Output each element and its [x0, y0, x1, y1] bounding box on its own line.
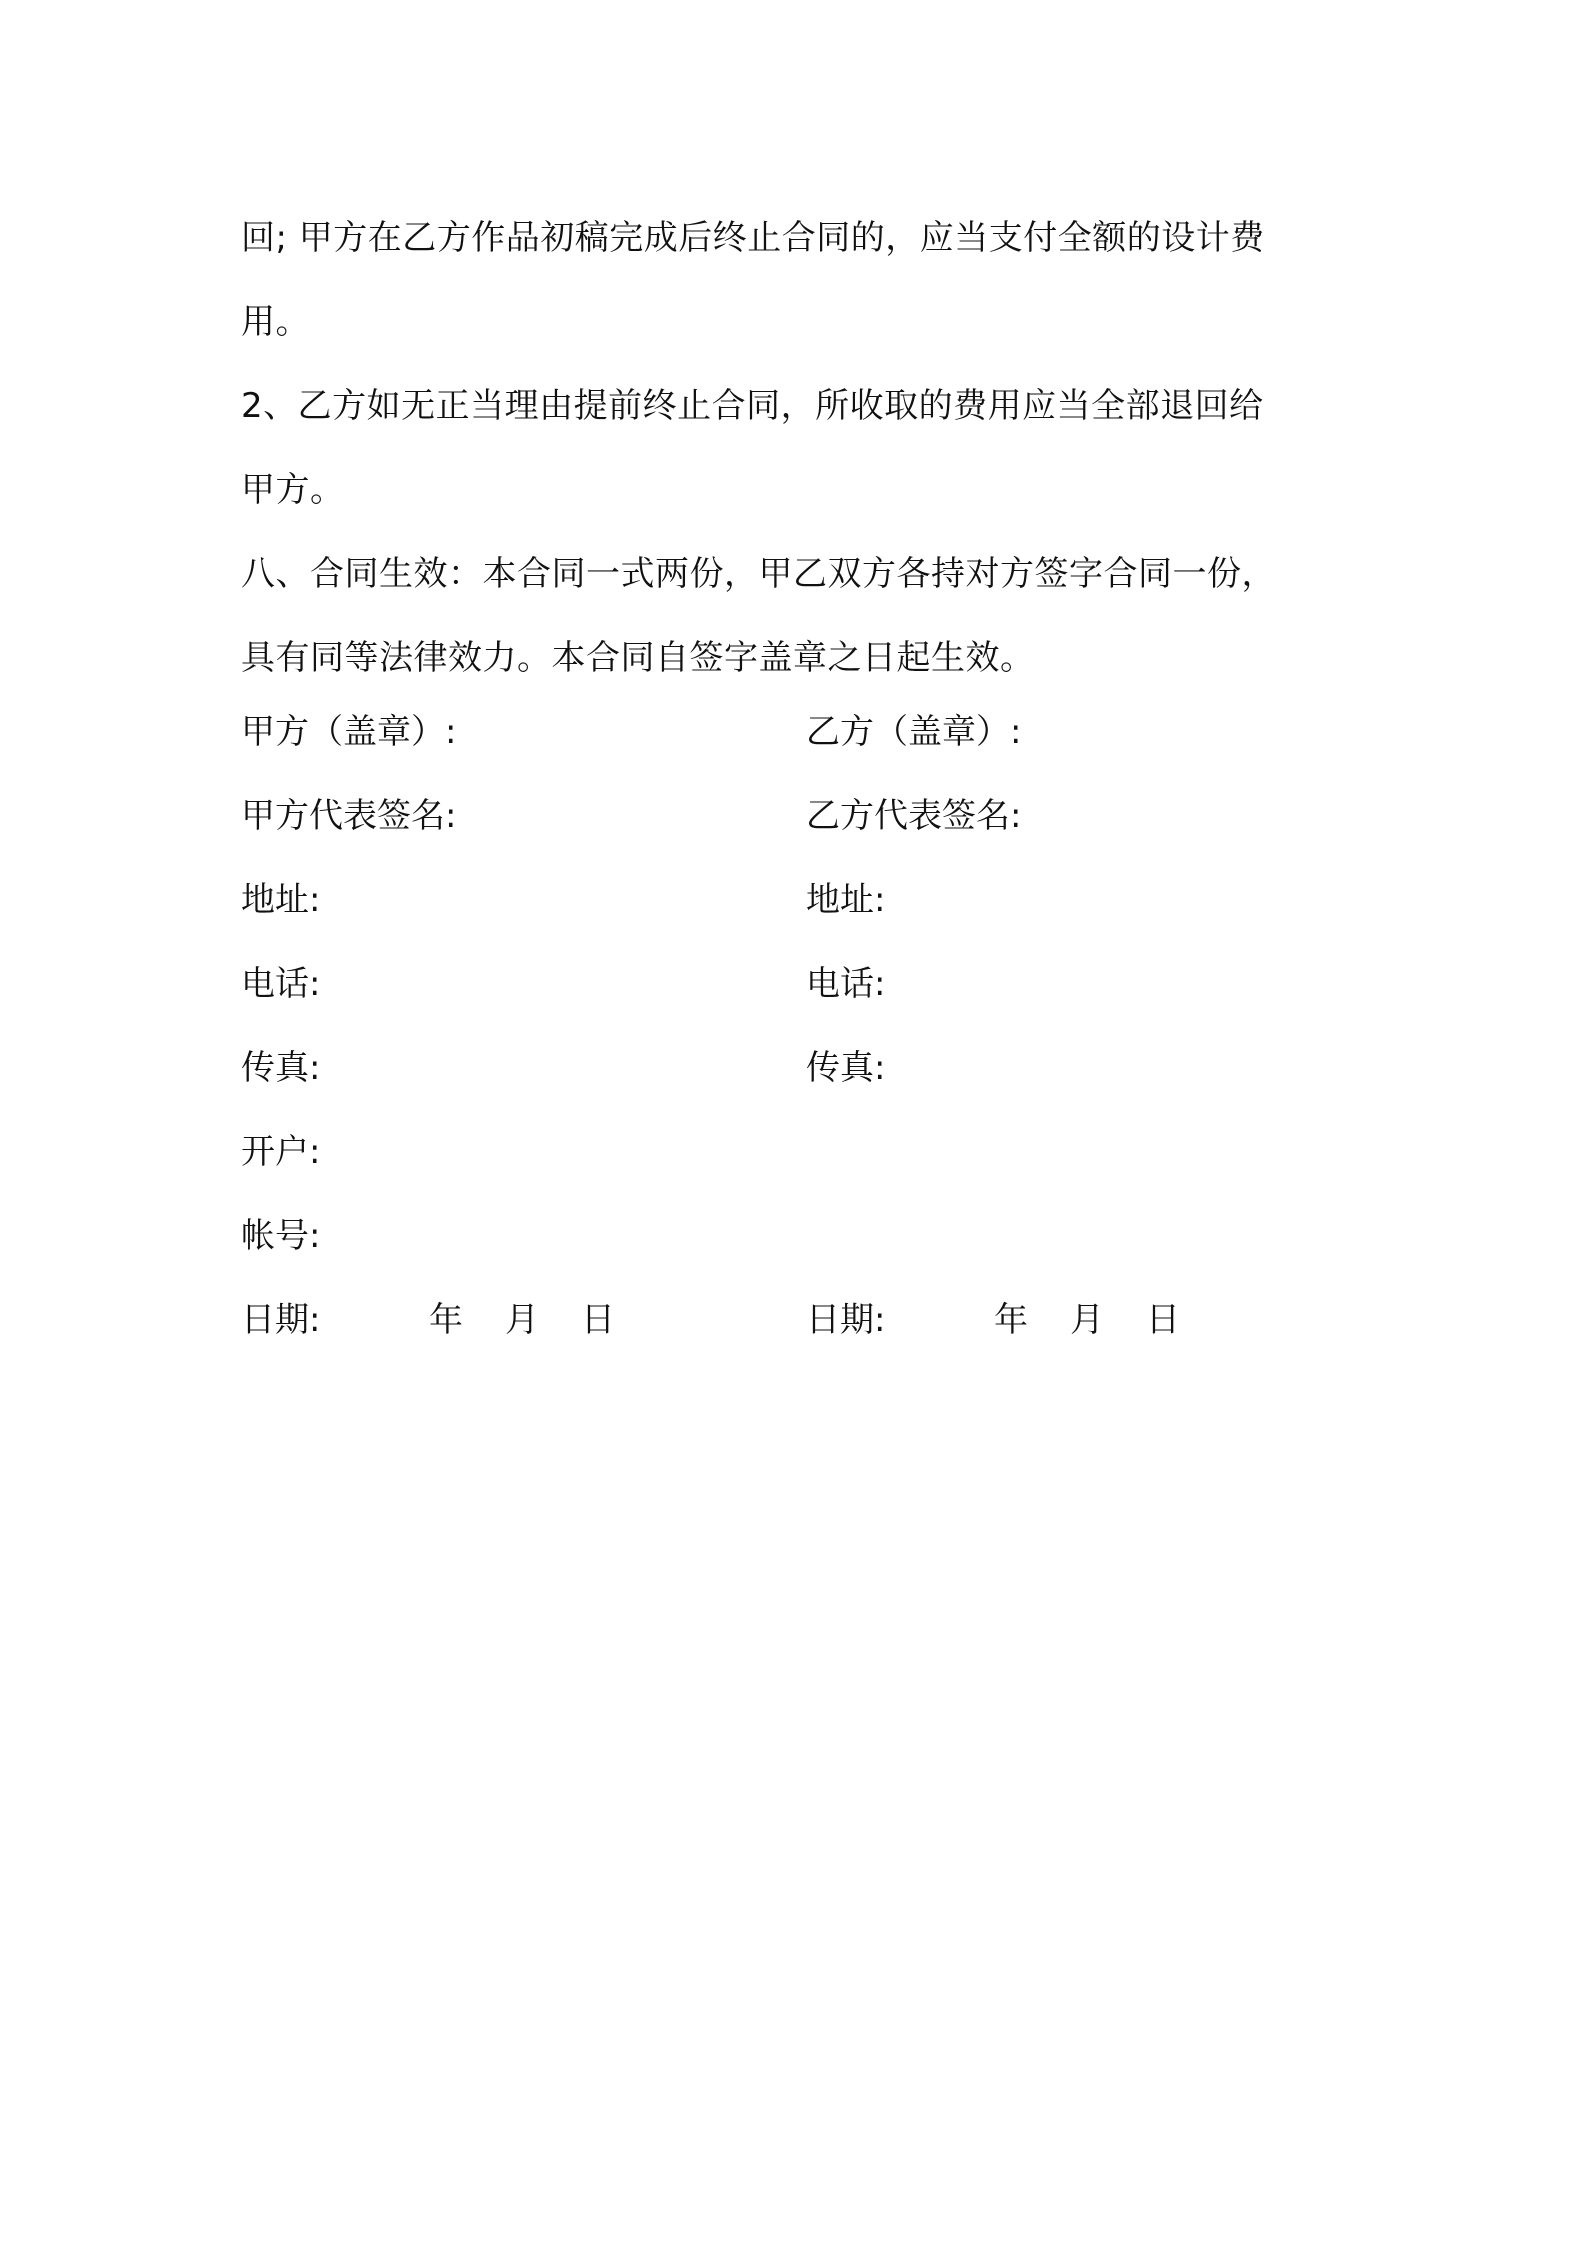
signature-block: [241, 690, 1356, 1362]
paragraph-line: 具有同等法律效力。本合同自签字盖章之日起生效。: [241, 638, 1035, 678]
party-a-date: [241, 1278, 615, 1362]
contract-body: [241, 196, 1356, 700]
party-b-month-label: 月: [1070, 1300, 1104, 1340]
bank-row: [241, 1110, 1356, 1194]
party-b-date-label: 日期:: [806, 1300, 886, 1340]
paragraph-line: 回; 甲方在乙方作品初稿完成后终止合同的，应当支付全额的设计费: [241, 218, 1265, 258]
party-b-address-label: 地址:: [806, 880, 886, 920]
party-b-seal-label: 乙方（盖章）:: [806, 712, 1022, 752]
representative-row: [241, 774, 1356, 858]
party-a-account-label: 帐号:: [241, 1216, 321, 1256]
party-a-address-label: 地址:: [241, 880, 321, 920]
paragraph-line: 2、乙方如无正当理由提前终止合同，所收取的费用应当全部退回给: [241, 386, 1264, 426]
party-b-fax-label: 传真:: [806, 1048, 886, 1088]
party-a-date-label: 日期:: [241, 1300, 321, 1340]
party-a-fax-label: 传真:: [241, 1048, 321, 1088]
party-a-day-label: 日: [581, 1300, 615, 1340]
party-b-date: [806, 1278, 1180, 1362]
phone-row: [241, 942, 1356, 1026]
party-a-rep-label: 甲方代表签名:: [241, 796, 457, 836]
party-a-month-label: 月: [505, 1300, 539, 1340]
fax-row: [241, 1026, 1356, 1110]
party-b-year-label: 年: [994, 1300, 1028, 1340]
party-b-phone-label: 电话:: [806, 964, 886, 1004]
party-a-year-label: 年: [429, 1300, 463, 1340]
date-row: [241, 1278, 1356, 1362]
paragraph-line: 用。: [241, 302, 310, 342]
paragraph-line: 甲方。: [241, 470, 345, 510]
party-a-bank-label: 开户:: [241, 1132, 321, 1172]
account-row: [241, 1194, 1356, 1278]
paragraph-line: 八、合同生效：本合同一式两份，甲乙双方各持对方签字合同一份，: [241, 554, 1276, 594]
party-b-rep-label: 乙方代表签名:: [806, 796, 1022, 836]
party-a-seal-label: 甲方（盖章）:: [241, 712, 457, 752]
party-a-phone-label: 电话:: [241, 964, 321, 1004]
party-b-day-label: 日: [1146, 1300, 1180, 1340]
address-row: [241, 858, 1356, 942]
seal-row: [241, 690, 1356, 774]
